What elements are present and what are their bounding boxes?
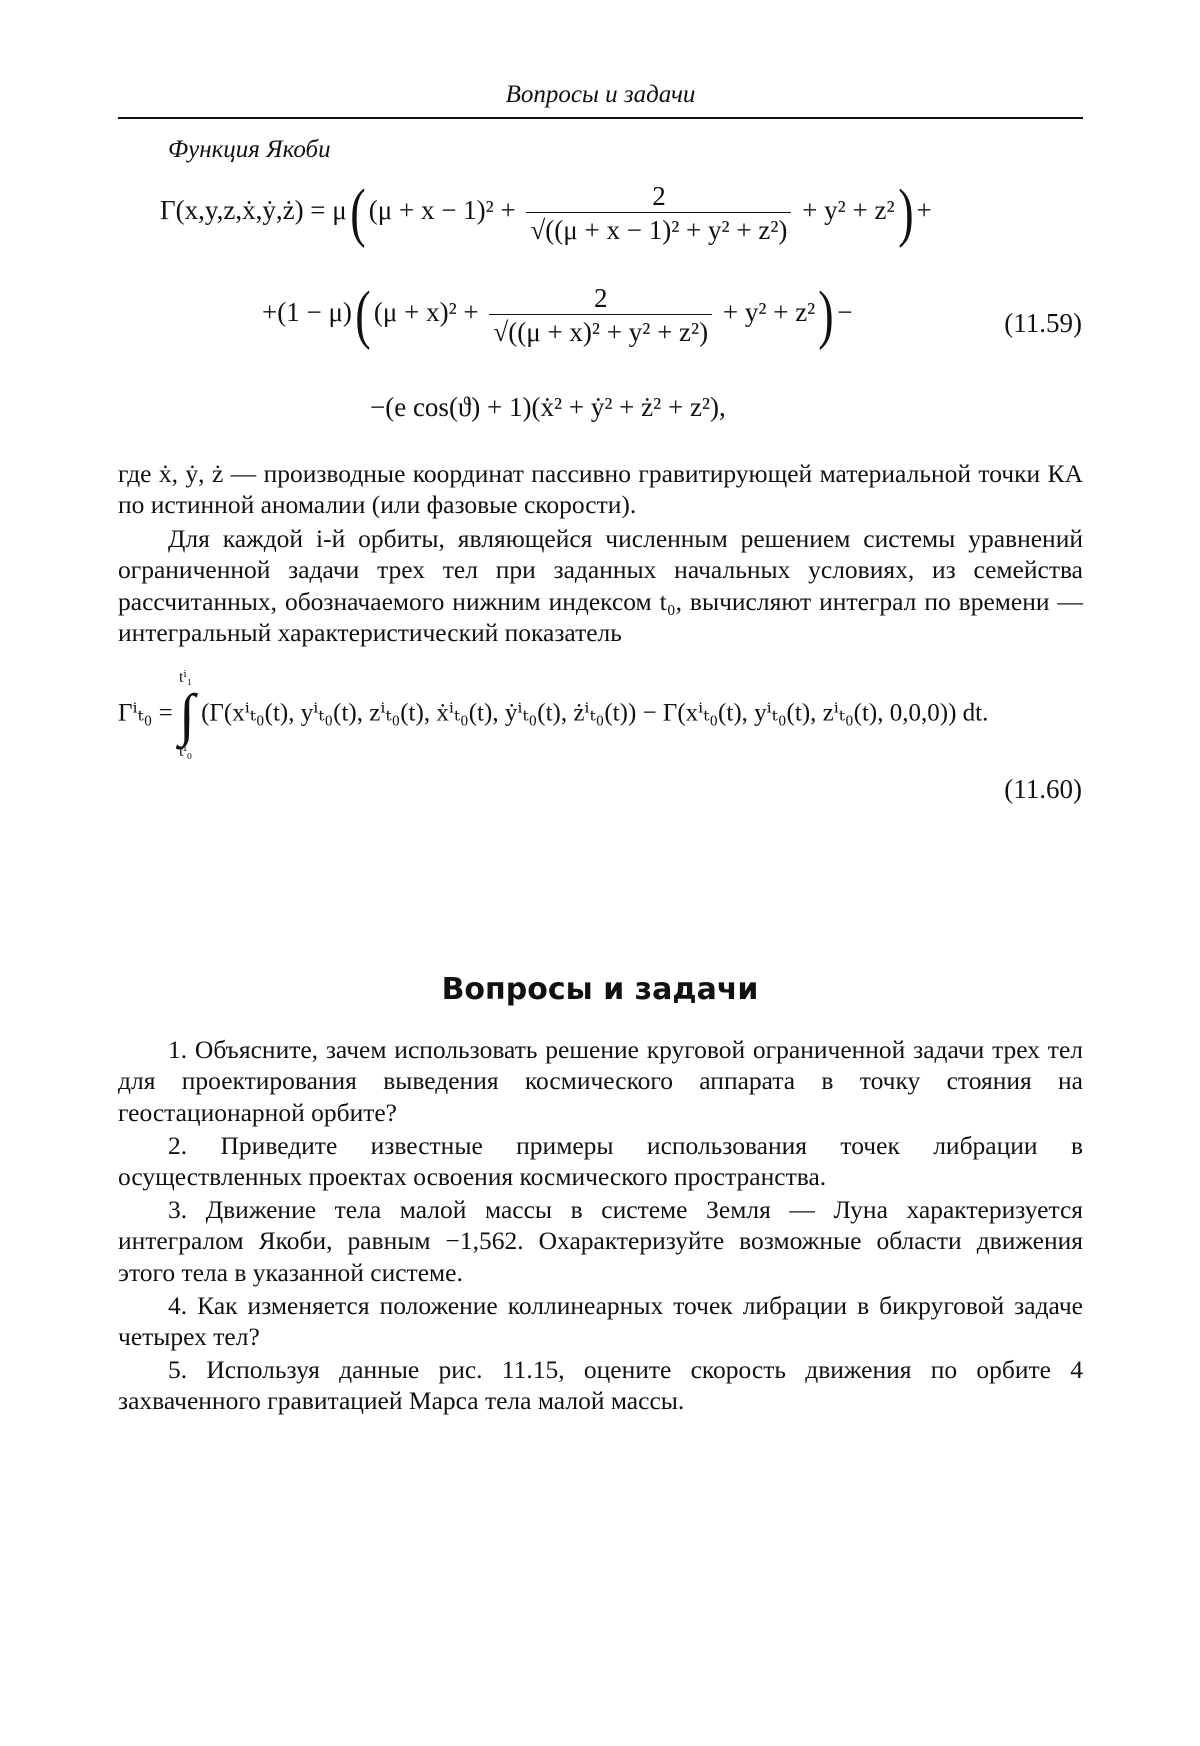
eq-11-59-line1-body: (μ + x − 1)² + — [368, 195, 516, 226]
eq-11-59-line2-lhs: +(1 − μ) — [262, 297, 352, 328]
integral-sign: ∫ — [178, 682, 195, 747]
subhead-jacobi-function: Функция Якоби — [168, 136, 331, 163]
equation-11-59-line-3: −(e cos(ϑ) + 1)(ẋ² + ẏ² + ż² + z²), — [370, 392, 726, 422]
integral-limits — [179, 670, 195, 760]
eq-11-59-line1-fraction — [526, 181, 791, 246]
eq-11-59-line1-end: + — [916, 195, 932, 226]
right-paren: ) — [897, 176, 914, 249]
equation-11-59-line-2 — [262, 278, 853, 351]
fraction-numerator: 2 — [652, 180, 666, 211]
eq-11-60-lhs: Γⁱₜ₀ = — [118, 699, 173, 727]
eq-11-59-line2-body: (μ + x)² + — [373, 297, 479, 328]
question-1: 1. Объясните, зачем использовать решение круговой ограниченной задачи трех тел для проектирования выведения космического аппарата в точку стояния на геостационарной орбите? — [118, 1035, 1083, 1127]
eq-11-60-integrand: (Γ(xⁱₜ₀(t), yⁱₜ₀(t), zⁱₜ₀(t), ẋⁱₜ₀(t), ẏⁱₜ₀(t), żⁱₜ₀(t)) − Γ(xⁱₜ₀(t), yⁱₜ₀(t), zⁱₜ₀(t), 0,0,0)) dt. — [201, 699, 989, 727]
equation-11-60 — [118, 670, 988, 760]
fraction-denominator: √((μ + x)² + y² + z²) — [489, 314, 712, 348]
header-rule — [118, 117, 1083, 119]
equation-number-11-60: (11.60) — [1004, 774, 1082, 804]
question-5: 5. Используя данные рис. 11.15, оцените скорость движения по орбите 4 захваченного гравитацией Марса тела малой массы. — [118, 1355, 1083, 1416]
running-head: Вопросы и задачи — [505, 81, 696, 108]
fraction-denominator: √((μ + x − 1)² + y² + z²) — [526, 212, 791, 246]
paragraph-derivatives-note: где ẋ, ẏ, ż — производные координат пассивно гравитирующей материальной точки КА по истинной аномалии (или фазовые скорости). — [118, 459, 1083, 520]
eq-11-59-line1-lhs: Γ(x,y,z,ẋ,ẏ,ż) = μ — [160, 195, 347, 226]
paragraph-orbit-integral: Для каждой i-й орбиты, являющейся численным решением системы уравнений ограниченной задачи трех тел при заданных начальных условиях, из семейства рассчитанных, обозначаемого нижним индексом t₀, вычисляют интеграл по времени — интегральный характеристический показатель — [118, 524, 1083, 647]
question-2: 2. Приведите известные примеры использования точек либрации в осуществленных проектах освоения космического пространства. — [118, 1131, 1083, 1192]
eq-11-59-line1-tail: + y² + z² — [802, 195, 895, 226]
eq-11-59-line2-fraction — [489, 283, 712, 348]
fraction-numerator: 2 — [594, 282, 608, 313]
equation-number-11-59: (11.59) — [1004, 308, 1082, 338]
eq-11-59-line2-end: − — [837, 297, 853, 328]
eq-11-59-line2-tail: + y² + z² — [722, 297, 816, 328]
section-title: Вопросы и задачи — [441, 972, 759, 1007]
left-paren: ( — [355, 278, 371, 351]
integral-lower-limit: tⁱ₀ — [178, 743, 193, 760]
left-paren: ( — [350, 176, 366, 249]
integral-upper-limit: tⁱ₁ — [178, 669, 193, 686]
equation-11-59-line-1 — [160, 176, 932, 249]
question-4: 4. Как изменяется положение коллинеарных точек либрации в бикруговой задаче четырех тел? — [118, 1291, 1083, 1352]
question-3: 3. Движение тела малой массы в системе Земля — Луна характеризуется интегралом Якоби, равным −1,562. Охарактеризуйте возможные области движения этого тела в указанной системе. — [118, 1195, 1083, 1287]
right-paren: ) — [818, 278, 834, 351]
